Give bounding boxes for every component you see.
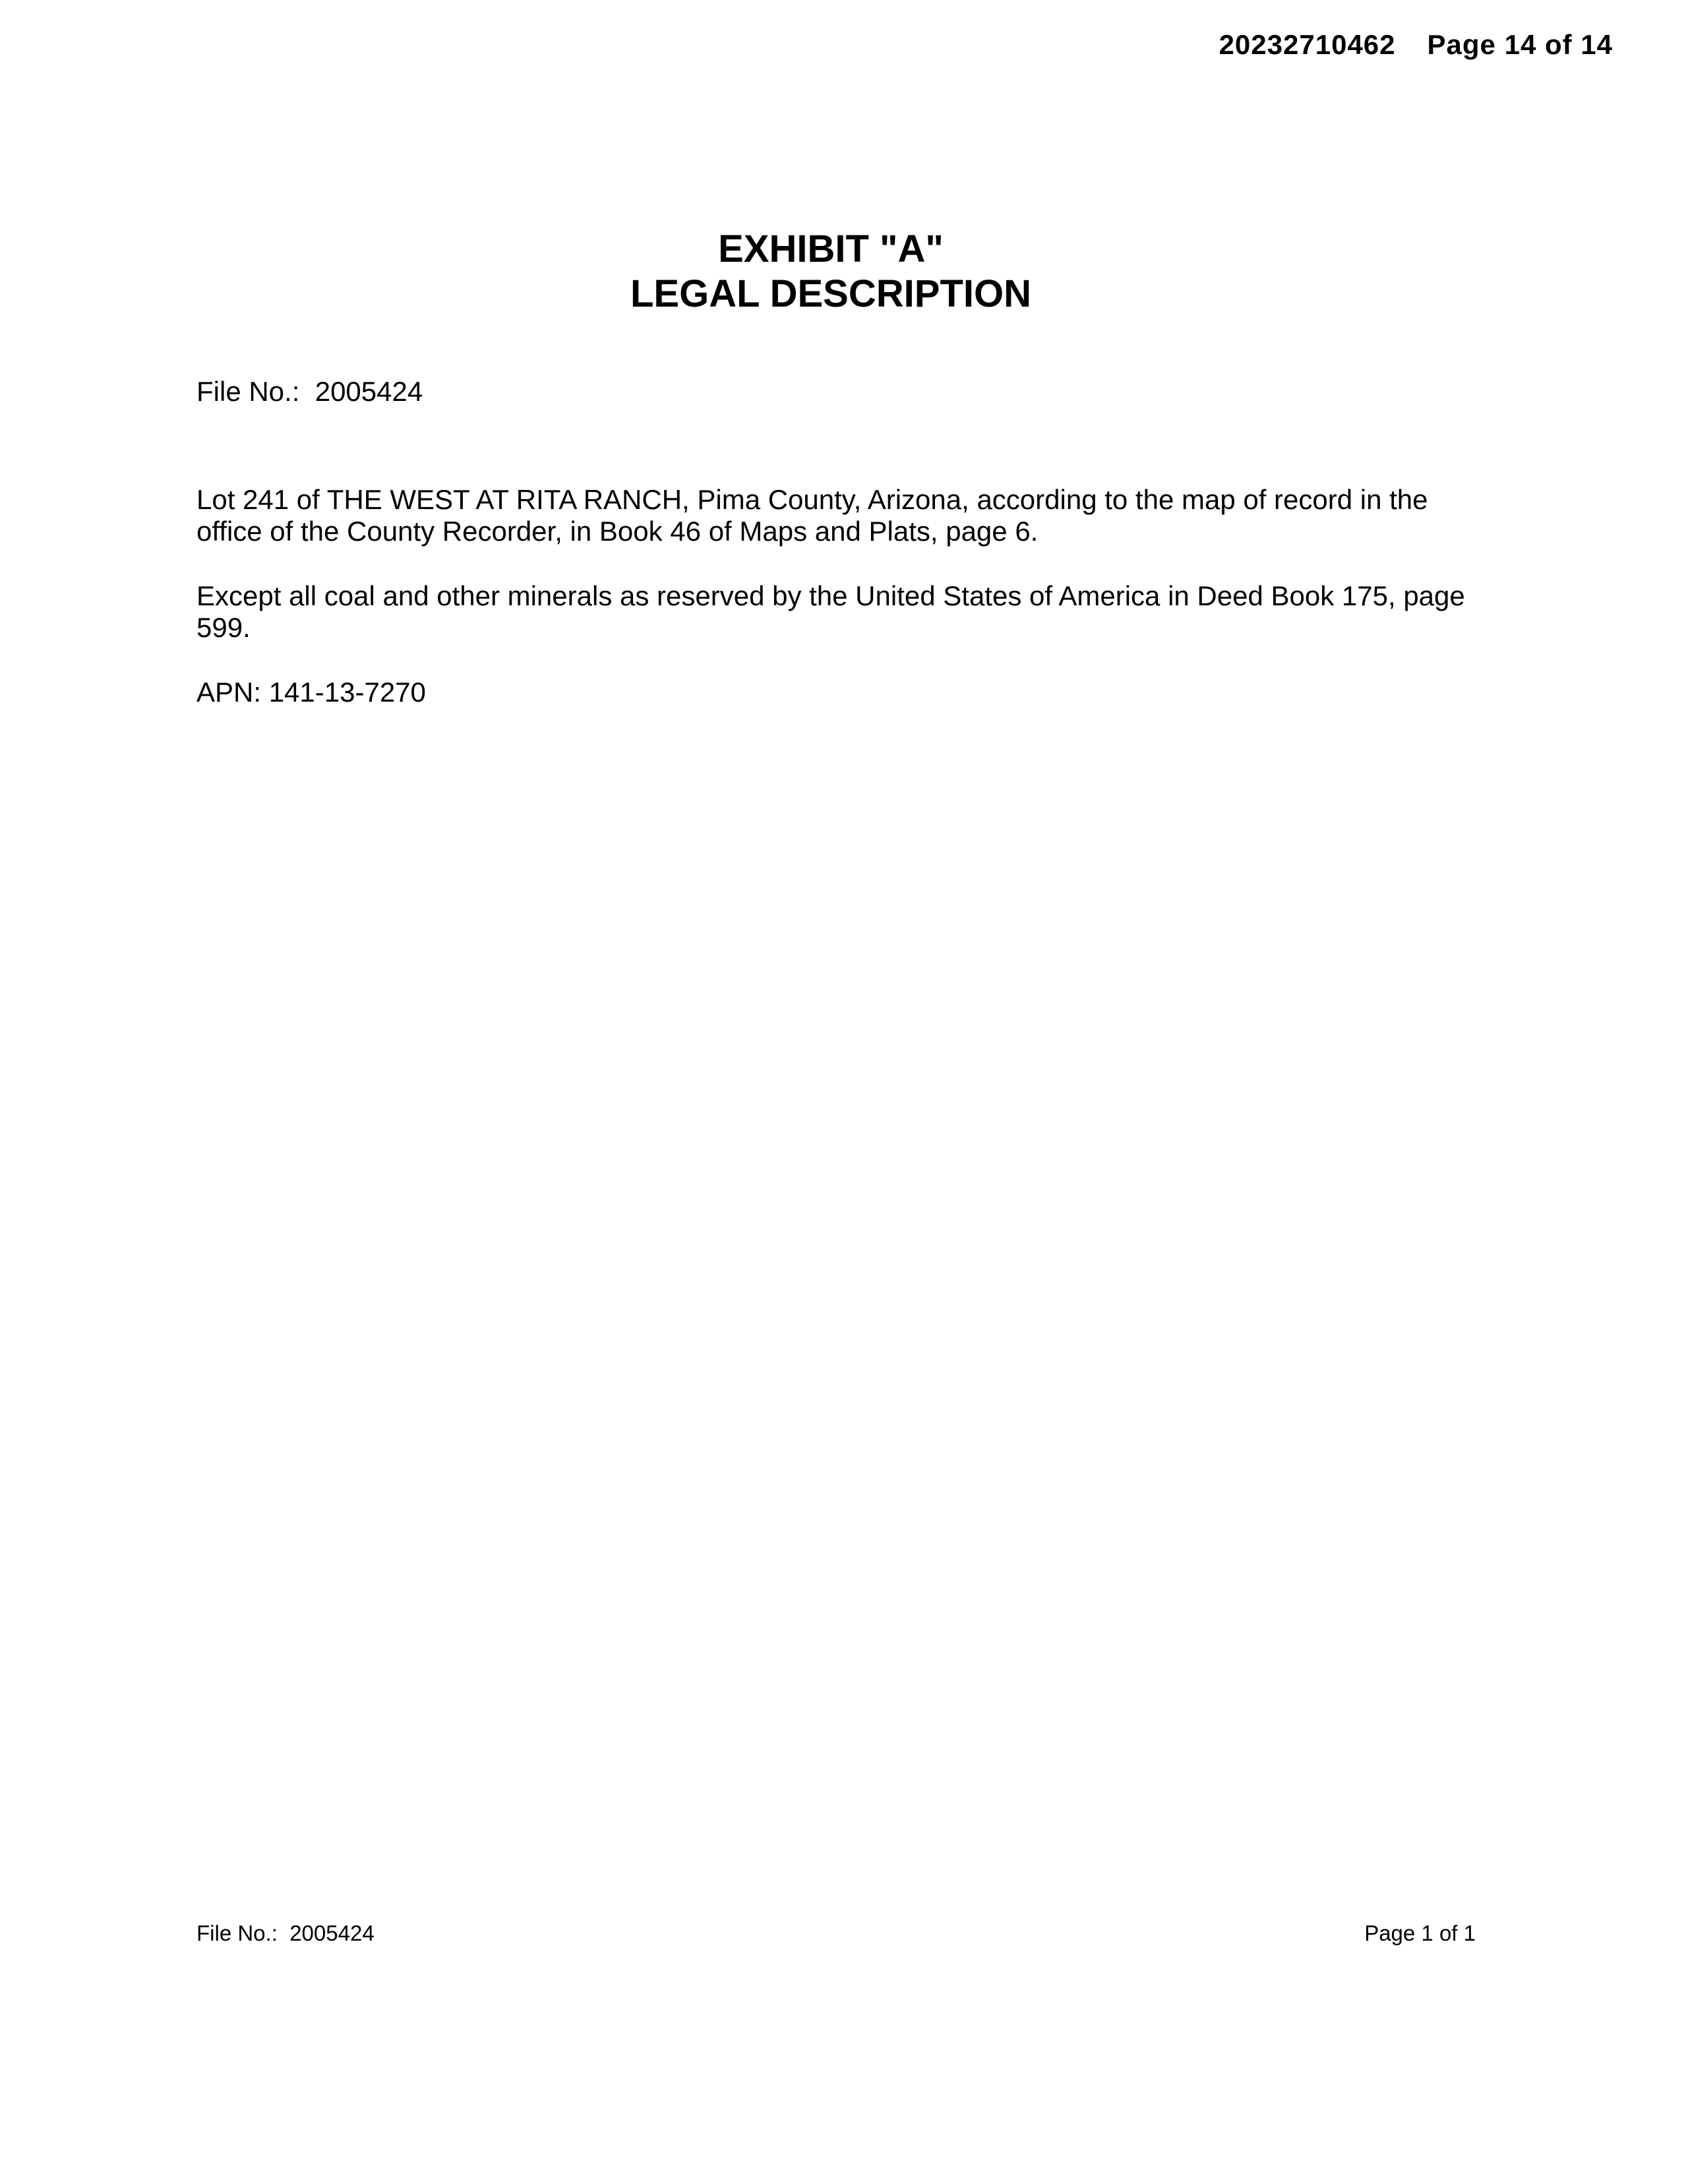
file-number-line: File No.: 2005424 [196,376,423,407]
recording-stamp [1219,29,1613,61]
mineral-exception-paragraph: Except all coal and other minerals as reserved by the United States of America in Deed Book 175, page 599. [196,580,1465,643]
footer-file-number: File No.: 2005424 [196,1921,375,1945]
apn-line: APN: 141-13-7270 [196,677,426,708]
exhibit-subtitle-line: LEGAL DESCRIPTION [630,272,1031,315]
legal-description-body [196,376,1476,741]
exhibit-title [0,227,1662,317]
footer-page-number: Page 1 of 1 [1364,1921,1476,1945]
lot-description-paragraph: Lot 241 of THE WEST AT RITA RANCH, Pima County, Arizona, according to the map of record in the office of the County Recorder, in Book 46 of Maps and Plats, page 6. [196,484,1428,547]
recording-number: 20232710462 [1219,29,1396,60]
exhibit-title-line: EXHIBIT "A" [718,228,944,270]
recording-page-indicator: Page 14 of 14 [1427,29,1613,60]
